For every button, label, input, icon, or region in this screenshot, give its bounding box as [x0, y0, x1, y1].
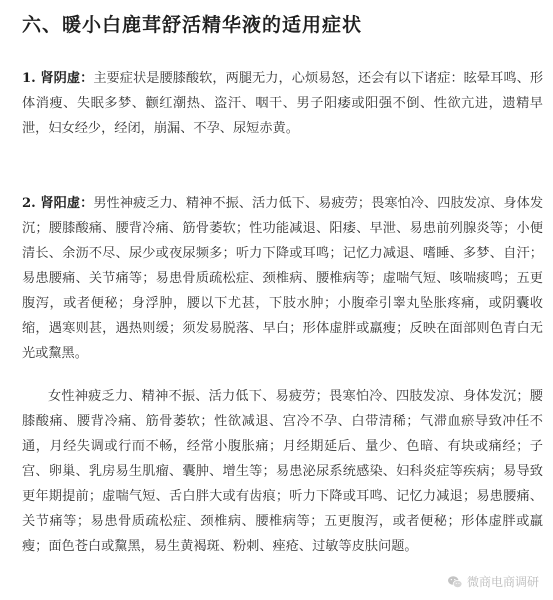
paragraph-body: 女性神疲乏力、精神不振、活力低下、易疲劳；畏寒怕冷、四肢发凉、身体发沉；腰膝酸痛、腰背冷痛、筋骨萎软；性欲减退、宫冷不孕、白带清稀；气滞血瘀导致冲任不通，月经失调或行而不畅，经常小腹胀痛；月经期延后、量少、色暗、有块或痛经；子宫、卵巢、乳房易生肌瘤、囊肿、增生等；易患泌尿系统感染、妇科炎症等疾病；易导致更年期提前；虚喘气短、舌白胖大或有齿痕；听力下降或耳鸣、记忆力减退；易患腰痛、关节痛等；易患骨质疏松症、颈椎病、腰椎病等；五更腹泻，或者便秘；形体虚胖或羸瘦；面色苍白或黧黑，易生黄褐斑、粉刺、痤疮、过敏等皮肤问题。 — [22, 389, 543, 554]
paragraph-kidney-yang-deficiency-male — [22, 191, 543, 366]
paragraph-body: 男性神疲乏力、精神不振、活力低下、易疲劳；畏寒怕冷、四肢发凉、身体发沉；腰膝酸痛、腰背冷痛、筋骨萎软；性功能减退、阳痿、早泄、易患前列腺炎等；小便清长、余沥不尽、尿少或夜尿频多；听力下降或耳鸣；记忆力减退、嗜睡、多梦、自汗；易患腰痛、关节痛等；易患骨质疏松症、颈椎病、腰椎病等；虚喘气短、咳喘痰鸣；五更腹泻，或者便秘；身浮肿，腰以下尤甚，下肢水肿；小腹牵引睾丸坠胀疼痛，或阴囊收缩，遇寒则甚，遇热则缓；须发易脱落、早白；形体虚胖或羸瘦；反映在面部则色青白无光或黧黑。 — [22, 196, 544, 361]
wechat-icon — [447, 574, 463, 590]
paragraph-lead: 1. 肾阴虚： — [22, 71, 94, 86]
watermark — [447, 573, 539, 590]
paragraph-kidney-yin-deficiency — [22, 66, 543, 141]
watermark-text: 微商电商调研 — [466, 575, 539, 589]
paragraph-body: 主要症状是腰膝酸软，两腿无力，心烦易怒，还会有以下诸症：眩晕耳鸣、形体消瘦、失眠多梦、颧红潮热、盗汗、咽干、男子阳痿或阳强不倒、性欲亢进，遗精早泄，妇女经少，经闭，崩漏、不孕、尿短赤黄。 — [22, 71, 544, 136]
paragraph-lead: 2. 肾阳虚： — [22, 196, 94, 211]
paragraph-kidney-yang-deficiency-female — [22, 384, 543, 559]
section-heading: 六、暖小白鹿茸舒活精华液的适用症状 — [22, 14, 363, 36]
